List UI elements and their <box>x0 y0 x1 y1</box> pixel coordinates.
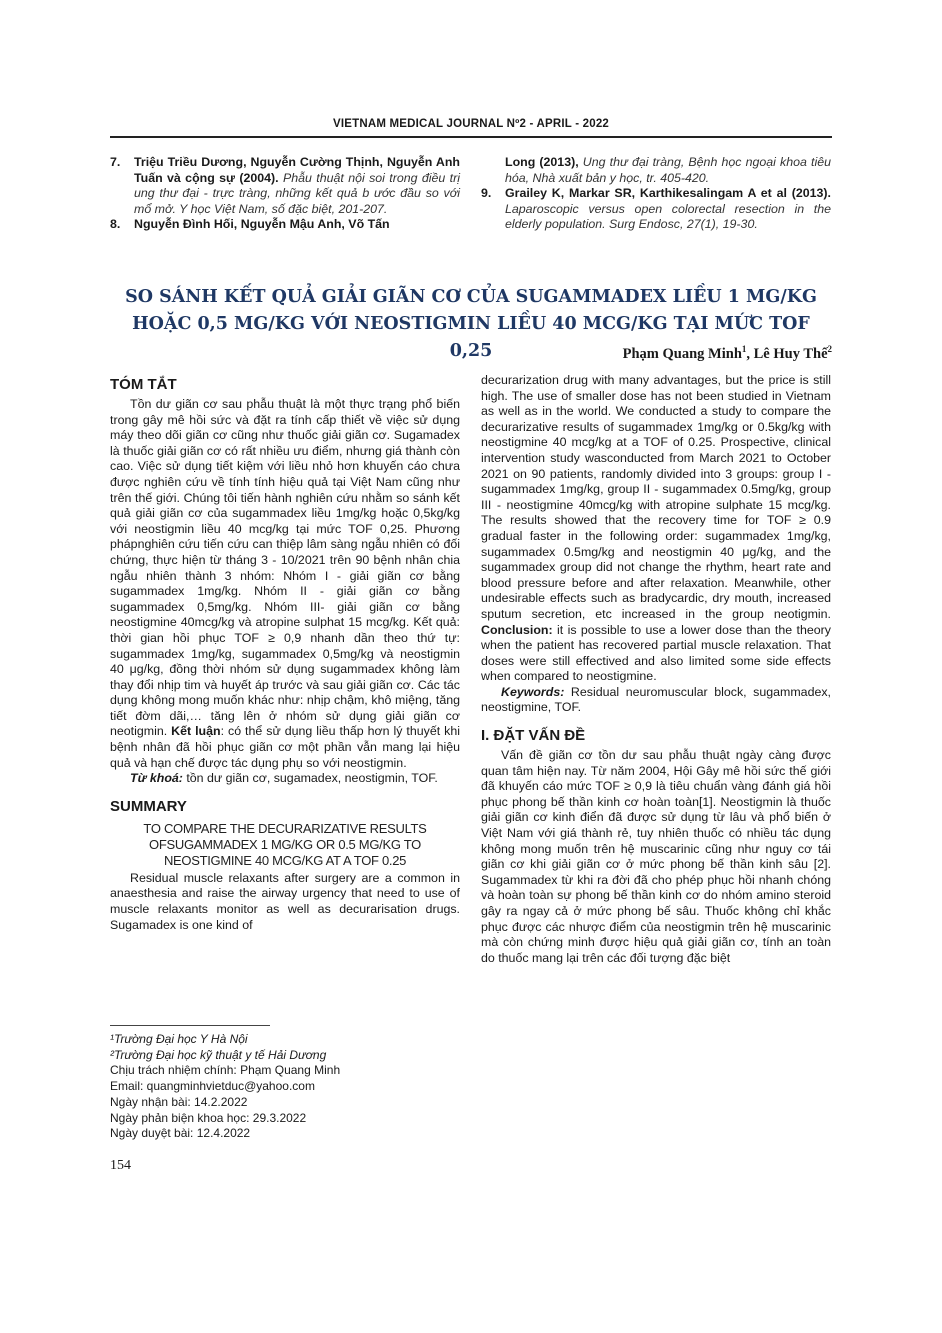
keywords-label: Từ khoá: <box>130 771 183 786</box>
left-column <box>110 373 460 933</box>
affiliation-2: ²Trường Đại học kỹ thuật y tế Hải Dương <box>110 1047 327 1062</box>
affiliation-mark: 1 <box>741 344 747 354</box>
reference-authors: Triệu Triều Dương, Nguyễn Cường Thịnh, Nguyễn Anh Tuấn và cộng sự (2004). <box>134 155 460 185</box>
corresponding-author: Chịu trách nhiệm chính: Phạm Quang Minh <box>110 1063 341 1078</box>
footnote-divider <box>110 1025 270 1026</box>
summary-title: TO COMPARE THE DECURARIZATIVE RESULTS OFSUGAMMADEX 1 MG/KG OR 0.5 MG/KG TO NEOSTIGMINE 40 MCG/KG AT A TOF 0.25 <box>143 820 427 868</box>
author-separator: , <box>746 345 754 362</box>
affiliation-mark: 2 <box>827 344 832 354</box>
reference-item <box>110 217 460 233</box>
page-number: 154 <box>110 1158 131 1173</box>
affiliation-1: ¹Trường Đại học Y Hà Nội <box>110 1032 248 1046</box>
received-date: Ngày nhận bài: 14.2.2022 <box>110 1094 248 1109</box>
footnotes <box>110 1032 460 1142</box>
reference-number: 8. <box>110 217 121 232</box>
accepted-date: Ngày duyệt bài: 12.4.2022 <box>110 1126 251 1141</box>
email: Email: quangminhvietduc@yahoo.com <box>110 1079 315 1094</box>
summary-keywords <box>481 685 831 716</box>
keywords-paragraph <box>110 771 460 787</box>
reference-number: 9. <box>481 186 492 201</box>
reference-authors: Nguyễn Đình Hối, Nguyễn Mậu Anh, Võ Tấn <box>134 217 390 232</box>
summary-conclusion: it is possible to use a lower dose than the theory when the patient has recovered partial muscle relaxation. That doses were still effectived and also limited some side effects when compared to neostigmine. <box>481 622 831 684</box>
right-column <box>481 373 831 966</box>
abstract-paragraph <box>110 397 460 771</box>
conclusion-label: Kết luận <box>171 724 221 739</box>
review-date: Ngày phản biện khoa học: 29.3.2022 <box>110 1110 307 1125</box>
abstract-body: Tồn dư giãn cơ sau phẫu thuật là một thực trạng phổ biến trong gây mê hồi sức và đặt ra tính cấp thiết về việc sử dụng máy theo dõi giãn cơ cũng như thuốc giải giãn cơ. Sugamadex là thuốc giải giãn cơ có rất nhiều ưu điểm, nhưng giá thành còn cao. Việc sử dụng tiết kiệm với liều nhỏ hơn khuyến cáo chưa được nghiên cứu về tính tính hiệu quả tại Việt Nam cũng như trên thế giới. Chúng tôi tiến hành nghiên cứu nhằm so sánh kết quả giải giãn cơ của sugammadex liều 1mg/kg hoặc 0,5kg/kg với neostigmin liều 40 mcg/kg tại mức TOF 0,25. Phương phápnghiên cứu tiến cứu can thiệp lâm sàng ngẫu nhiên có đối chứng, thực hiện từ tháng 3 - 10/2021 trên 90 bệnh nhân chia ngẫu nhiên thành 3 nhóm: Nhóm I - giải giãn cơ bằng sugammadex 1mg/kg. Nhóm II - giải giãn cơ bằng sugammadex 0,5mg/kg. Nhóm III- giải giãn cơ bằng neostigmine 40mcg/kg và atropine sulphat 15 mcg/kg. Kết quả: thời gian hồi phục TOF ≥ 0,9 nhanh dần theo thứ tự: sugammadex 1mg/kg, sugammadex 0,5mg/kg và neostigmin 40 μg/kg, đồng thời nhóm sử dụng sugammadex không làm thay đổi nhịp tim và huyết áp trước và sau giải giãn cơ. Các tác dụng không mong muốn khác như: nhịp chậm, khô miệng, tăng tiết đờm dãi,… tăng lên ở nhóm sử dụng giải giãn cơ neotigmin. <box>110 397 460 739</box>
keywords-text: tồn dư giãn cơ, sugamadex, neostigmin, TOF. <box>182 771 438 786</box>
reference-authors: Grailey K, Markar SR, Karthikesalingam A et al (2013). <box>505 186 831 201</box>
reference-item <box>481 155 831 186</box>
reference-item <box>110 155 460 217</box>
author-byline <box>623 344 832 363</box>
reference-text: Laparoscopic versus open colorectal resection in the elderly population. Surg Endosc, 27(1), 19-30. <box>505 201 831 232</box>
reference-text: Phẫu thuật nội soi trong điều trị ung thư đại - trực tràng, những kết quả b ước đầu so với mổ mở. Y học Việt Nam, số đặc biệt, 201-207. <box>134 170 460 216</box>
summary-body: decurarization drug with many advantages, but the price is still high. The use of smaller dose has not been studied in Vietnam as well as in the world. We conducted a study to compare the decurarizative results of sugammadex 1mg/kg or 0.5kg/kg with neostigmine 40 mcg/kg at a TOF of 0.25. Prospective, clinical intervention study wasconducted from March 2021 to October 2021 on 90 patients, randomly divided into 3 groups: group I - sugammadex 1mg/kg, group II - sugammadex 0.5mg/kg, group III - neostigmine 40mcg/kg with atropine sulphate 15 mcg/kg. The results showed that the recovery time for TOF ≥ 0.9 gradual faster in the following order: sugammadex 1mg/kg, sugammadex 0.5mg/kg and neostigmin 40 μg/kg, and the sugammadex group did not change the rhythm, heart rate and blood pressure before and after relaxation. Meanwhile, other undesirable effects such as bradycardic, dry mouth, increased sputum secretion, etc increased in the group neotigmin. <box>481 373 831 621</box>
title-line-2: HOẶC 0,5 MG/KG VỚI NEOSTIGMIN LIỀU 40 MCG/KG TẠI MỨC TOF 0,25 <box>132 314 810 361</box>
title-line-1: SO SÁNH KẾT QUẢ GIẢI GIÃN CƠ CỦA SUGAMMADEX LIỀU 1 MG/KG <box>125 287 817 307</box>
summary-paragraph: Residual muscle relaxants after surgery are a common in anaesthesia and raise the airway urgency that need to use of muscle relaxants monitor as well as decurarisation drugs. Sugamadex is one kind of <box>110 870 460 932</box>
summary-paragraph-continued <box>481 373 831 685</box>
reference-authors: Long (2013), <box>505 155 579 169</box>
running-header: VIETNAM MEDICAL JOURNAL Nº2 - APRIL - 2022 <box>110 118 832 138</box>
references-left <box>110 155 460 233</box>
reference-number: 7. <box>110 155 121 169</box>
intro-paragraph: Vấn đề giãn cơ tồn dư sau phẫu thuật ngày càng được quan tâm hiện nay. Từ năm 2004, Hội Gây mê hồi sức thế giới đã khuyến cáo mức TOF ≥ 0,9 là tiêu chuẩn vàng đánh giá hồi phục phong bế thần kinh cơ hoàn toàn[1]. Neostigmin là thuốc giải giãn cơ kinh điển đã được sử dụng từ lâu và phổ biến ở Việt Nam với giá thành rẻ, tuy nhiên thuốc có nhiều tác dụng không mong muốn trên hệ muscarinic cũng như nguy cơ tái giãn cơ khi giải giãn cơ ở mức phong bế thần kinh sâu [2]. Sugammadex từ khi ra đời đã cho phép phục hồi nhanh chóng và hoàn toàn sự phong bế thần kinh cơ do nhóm amino steroid gây ra ngay cả ở mức phong bế sâu. Thuốc không chỉ khắc phục được các nhược điểm của neostigmin trên hệ muscarinic mà còn chứng minh được hiệu quả giải giãn cơ, tính an toàn do thuốc mang lại trên các đối tượng đặc biệt <box>481 748 831 965</box>
section-heading: I. ĐẶT VẤN ĐỀ <box>481 727 586 745</box>
reference-text: Ung thư đại tràng, Bệnh học ngoại khoa tiêu hóa, Nhà xuất bản y học, tr. 405-420. <box>505 155 831 185</box>
author-name: Phạm Quang Minh <box>622 345 742 362</box>
abstract-heading: TÓM TẮT <box>110 376 177 393</box>
summary-heading: SUMMARY <box>110 797 187 815</box>
summary-conclusion-label: Conclusion: <box>481 622 553 637</box>
reference-item <box>481 186 831 233</box>
conclusion-text: : có thể sử dụng liều thấp hơn lý thuyết khi bệnh nhân đã hồi phục giãn cơ một phần vẫn mang lại hiệu quả và hạn chế được tác dụng phụ so với neostigmin. <box>110 724 460 770</box>
keywords-label: Keywords: <box>501 684 565 699</box>
keywords-text: Residual neuromuscular block, sugammadex, neostigmine, TOF. <box>481 684 831 715</box>
author-name: Lê Huy Thế <box>753 345 828 362</box>
references-right <box>481 155 831 233</box>
